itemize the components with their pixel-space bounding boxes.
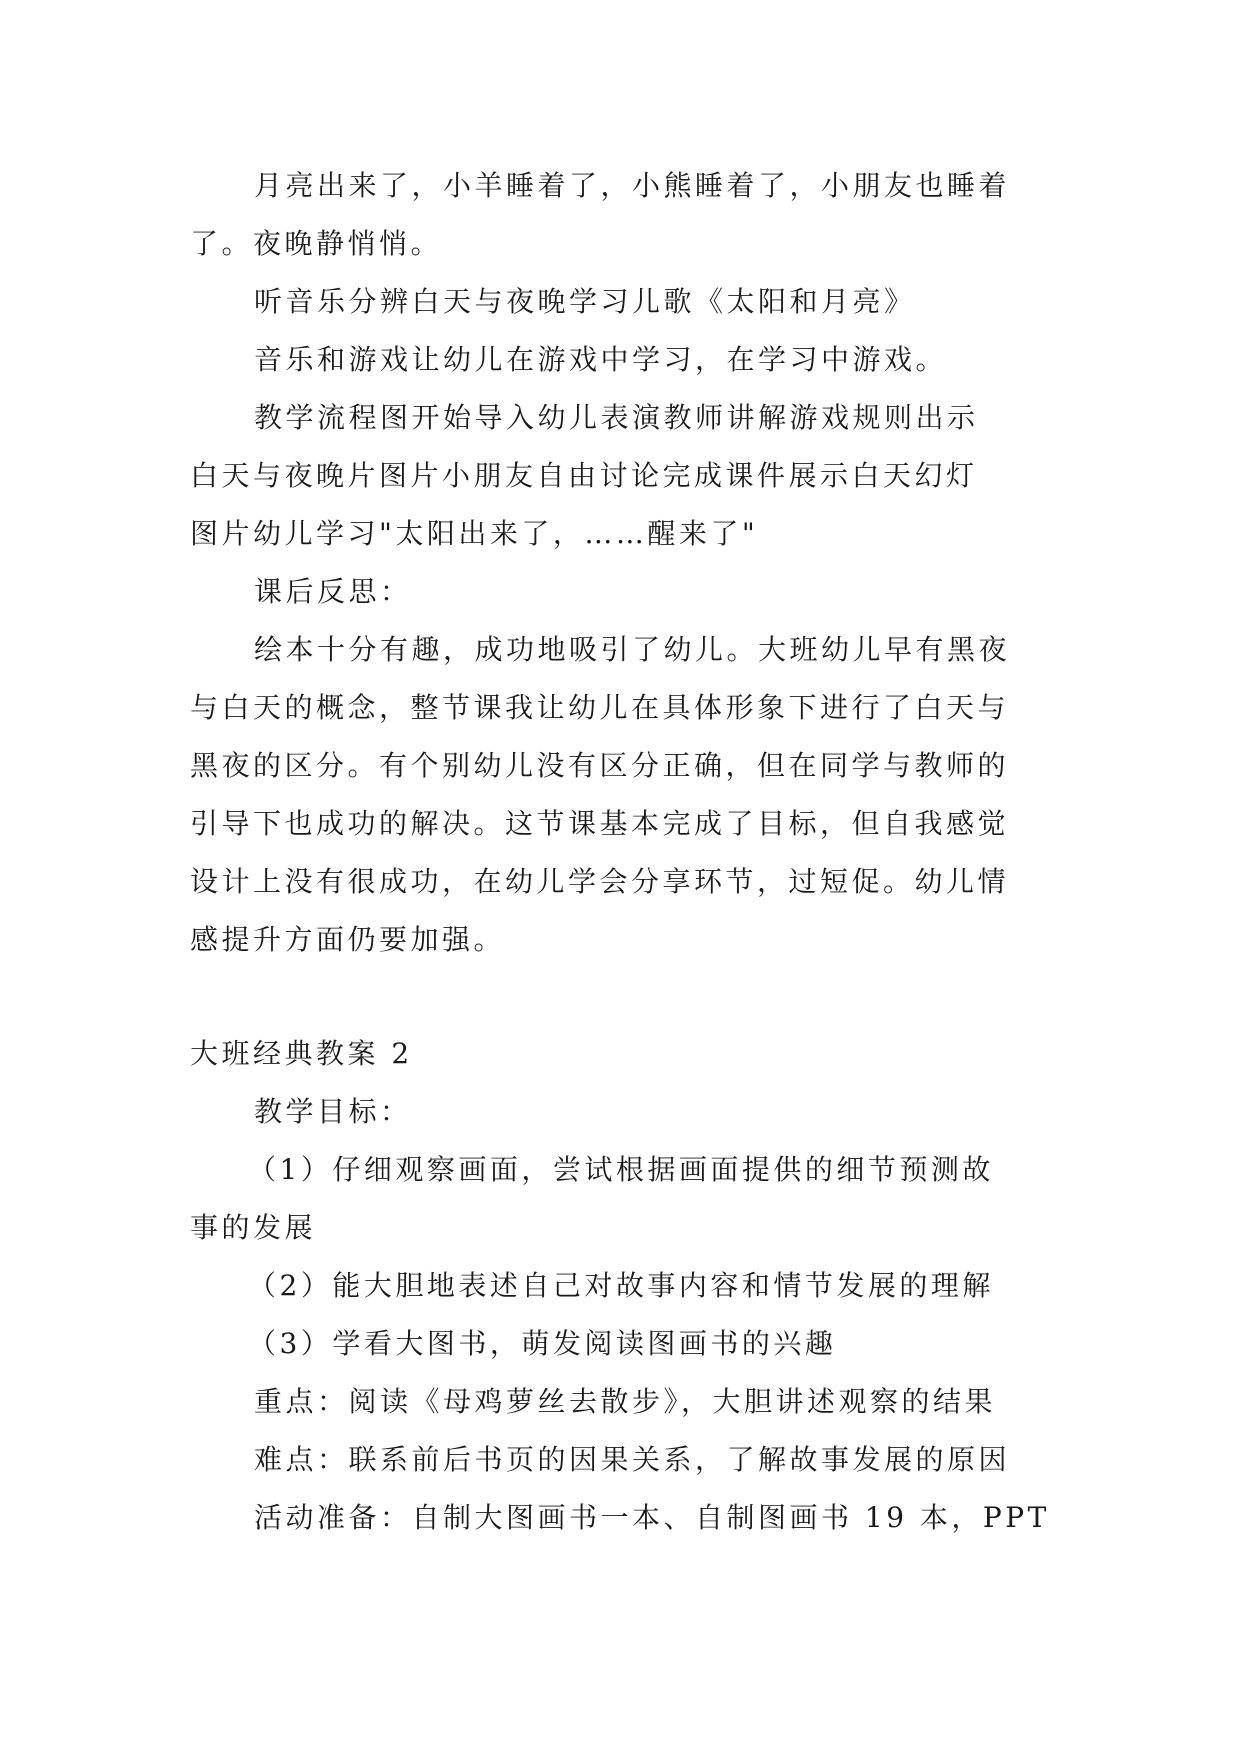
paragraph-line: 教学流程图开始导入幼儿表演教师讲解游戏规则出示 bbox=[254, 401, 979, 434]
paragraph-line: 难点：联系前后书页的因果关系，了解故事发展的原因 bbox=[254, 1443, 1011, 1476]
objectives-label bbox=[190, 1083, 1052, 1141]
paragraph-line: 重点：阅读《母鸡萝丝去散步》，大胆讲述观察的结果 bbox=[254, 1385, 997, 1418]
paragraph-line: 白天与夜晚片图片小朋友自由讨论完成课件展示白天幻灯 bbox=[190, 459, 978, 492]
key-point bbox=[190, 1373, 1052, 1431]
paragraph-line: 引导下也成功的解决。这节课基本完成了目标，但自我感觉 bbox=[190, 807, 1010, 840]
paragraph-line: 与白天的概念，整节课我让幼儿在具体形象下进行了白天与 bbox=[190, 691, 1010, 724]
paragraph-line: 活动准备：自制大图画书一本、自制图画书 19 本，PPT bbox=[254, 1501, 1050, 1534]
section-title-text: 大班经典教案 2 bbox=[190, 1037, 413, 1070]
paragraph-line: 感提升方面仍要加强。 bbox=[190, 923, 506, 956]
paragraph-line: 课后反思： bbox=[254, 575, 412, 608]
reflection-label bbox=[190, 563, 1052, 621]
paragraph-line: 了。夜晚静悄悄。 bbox=[190, 227, 443, 260]
objective-2 bbox=[190, 1257, 1052, 1315]
paragraph-line: （1）仔细观察画面，尝试根据画面提供的细节预测故 bbox=[248, 1153, 994, 1186]
paragraph-line: （2）能大胆地表述自己对故事内容和情节发展的理解 bbox=[248, 1269, 994, 1302]
story-paragraph bbox=[190, 157, 1052, 273]
paragraph-line: 黑夜的区分。有个别幼儿没有区分正确，但在同学与教师的 bbox=[190, 749, 1010, 782]
preparation bbox=[190, 1489, 1052, 1547]
paragraph-line: 事的发展 bbox=[190, 1211, 317, 1244]
paragraph-line: 音乐和游戏让幼儿在游戏中学习，在学习中游戏。 bbox=[254, 343, 948, 376]
game-paragraph bbox=[190, 331, 1052, 389]
paragraph-line: 绘本十分有趣，成功地吸引了幼儿。大班幼儿早有黑夜 bbox=[254, 633, 1011, 666]
objective-3 bbox=[190, 1315, 1052, 1373]
paragraph-line: 月亮出来了，小羊睡着了，小熊睡着了，小朋友也睡着 bbox=[254, 169, 1011, 202]
objective-1 bbox=[190, 1141, 1052, 1257]
music-paragraph bbox=[190, 273, 1052, 331]
reflection-paragraph bbox=[190, 621, 1052, 969]
paragraph-line: （3）学看大图书，萌发阅读图画书的兴趣 bbox=[248, 1327, 837, 1360]
paragraph-line: 听音乐分辨白天与夜晚学习儿歌《太阳和月亮》 bbox=[254, 285, 916, 318]
section-title bbox=[190, 1025, 1052, 1083]
paragraph-line: 设计上没有很成功，在幼儿学会分享环节，过短促。幼儿情 bbox=[190, 865, 1010, 898]
paragraph-line: 图片幼儿学习"太阳出来了，……醒来了" bbox=[190, 517, 759, 550]
difficulty bbox=[190, 1431, 1052, 1489]
paragraph-line: 教学目标： bbox=[254, 1095, 412, 1128]
flowchart-paragraph bbox=[190, 389, 1052, 563]
